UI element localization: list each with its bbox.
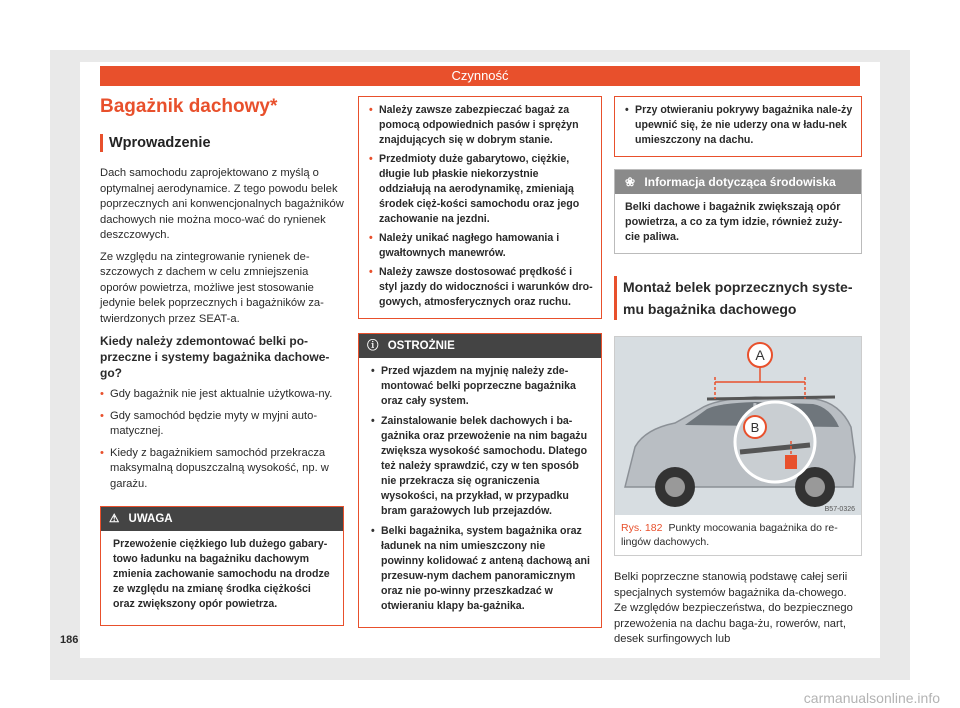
- leaf-icon: ❀: [625, 175, 636, 189]
- intro-paragraph-1: Dach samochodu zaprojektowano z myślą o optymalnej aerodynamice. Z tego powodu belek poprzecznych ani konwencjonalnych bagażników dachowych nie można moco-wać do rynienek deszczowych.: [100, 167, 344, 241]
- environment-box: [614, 169, 862, 254]
- warning-header: ⚠ UWAGA: [101, 507, 343, 531]
- section-heading: Montaż belek poprzecznych syste-mu bagażnika dachowego: [614, 276, 862, 320]
- subtitle: Wprowadzenie: [100, 134, 344, 152]
- body-paragraph: Belki poprzeczne stanowią podstawę całej serii specjalnych systemów bagażnika da-chowego. Ze względów bezpieczeństwa, do bezpiecznego przewożenia na dachu baga-żu, rowerów, nart, desek surfingowych lub: [614, 571, 853, 645]
- column-3: [614, 96, 862, 654]
- list-item: • Należy zawsze dostosować prędkość i styl jazdy do widoczności i warunków dro-gowych, atmosferycznych oraz ruchu.: [369, 266, 593, 308]
- warning-box: [100, 506, 344, 626]
- caution-continued-box: [614, 96, 862, 157]
- environment-text: Belki dachowe i bagażnik zwiększają opór powietrza, a co za tym idzie, również zuży-cie paliwa.: [625, 201, 843, 243]
- list-item: • Gdy samochód będzie myty w myjni auto-matycznej.: [100, 409, 318, 437]
- figure: [614, 336, 862, 556]
- page-title: Bagażnik dachowy*: [100, 96, 278, 117]
- label-a: A: [755, 347, 765, 363]
- warning-triangle-icon: ⚠: [109, 513, 120, 525]
- label-b: B: [750, 420, 760, 435]
- list-item: • Belki bagażnika, system bagażnika oraz ładunek na nim umieszczony nie powinny kolidować z anteną dachową ani przesuw-nym dachem panoramicznym oraz nie po-winny przeszkadzać w otwieraniu klapy ba-gażnika.: [371, 525, 590, 612]
- list-item: • Przed wjazdem na myjnię należy zde-montować belki poprzeczne bagażnika oraz cały system.: [371, 365, 576, 407]
- list-item: • Gdy bagażnik nie jest aktualnie użytkowa-ny.: [100, 388, 333, 400]
- section-header: Czynność: [100, 66, 860, 86]
- warning-text: Przewożenie ciężkiego lub dużego gabary-towo ładunku na bagażniku dachowym zmienia zachowanie samochodu na drodze ze względu na zmianę środka ciężkości oraz zwiększony opór powietrza.: [113, 538, 330, 610]
- list-item: • Kiedy z bagażnikiem samochód przekracza maksymalną dopuszczalną wysokość, np. w garażu.: [100, 446, 329, 490]
- list-item: • Zainstalowanie belek dachowych i ba-gażnika oraz przewożenie na nim bagażu zwiększa wysokość samochodu. Dlatego też należy sprawdzić, czy w ten sposób nie przekracza się ograniczenia wysokości, na przykład, w przypadku bram garażowych lub przejazdów.: [371, 415, 588, 517]
- caution-header: ⓘ OSTROŻNIE: [359, 334, 601, 358]
- car-roof-illustration: [615, 337, 861, 515]
- environment-header: ❀ Informacja dotycząca środowiska: [615, 170, 861, 194]
- list-item: • Przy otwieraniu pokrywy bagażnika nale-ży upewnić się, że nie uderzy ona w ładu-nek umieszczony na dachu.: [625, 104, 853, 146]
- list-item: • Przedmioty duże gabarytowo, ciężkie, długie lub płaskie niekorzystnie oddziałują na aerodynamikę, zmieniają środek cięż-kości samochodu oraz jego zachowanie na jezdni.: [369, 153, 580, 225]
- figure-caption: Rys. 182 Punkty mocowania bagażnika do re-lingów dachowych.: [621, 522, 838, 548]
- list-item: • Należy unikać nagłego hamowania i gwałtownych manewrów.: [369, 232, 560, 259]
- column-2: [358, 96, 602, 628]
- intro-paragraph-2: Ze względu na zintegrowanie rynienek de-szczowych z dachem w celu zmniejszenia oporów powietrza, możliwe jest stosowanie jedynie belek poprzecznych i bagażników za-twierdzonych przez SEAT-a.: [100, 250, 324, 325]
- list-item: • Należy zawsze zabezpieczać bagaż za pomocą odpowiednich pasów i sprężyn znajdujących się w dobrym stanie.: [369, 104, 579, 146]
- caution-box: [358, 333, 602, 628]
- info-circle-icon: ⓘ: [367, 340, 379, 352]
- column-1: [100, 96, 344, 626]
- warning-continued-box: [358, 96, 602, 319]
- watermark: carmanualsonline.info: [803, 690, 940, 706]
- question-heading: Kiedy należy zdemontować belki po-przeczne i systemy bagażnika dachowe-go?: [100, 334, 330, 380]
- page-number: 186: [60, 634, 79, 646]
- figure-code: B57-0326: [824, 506, 855, 513]
